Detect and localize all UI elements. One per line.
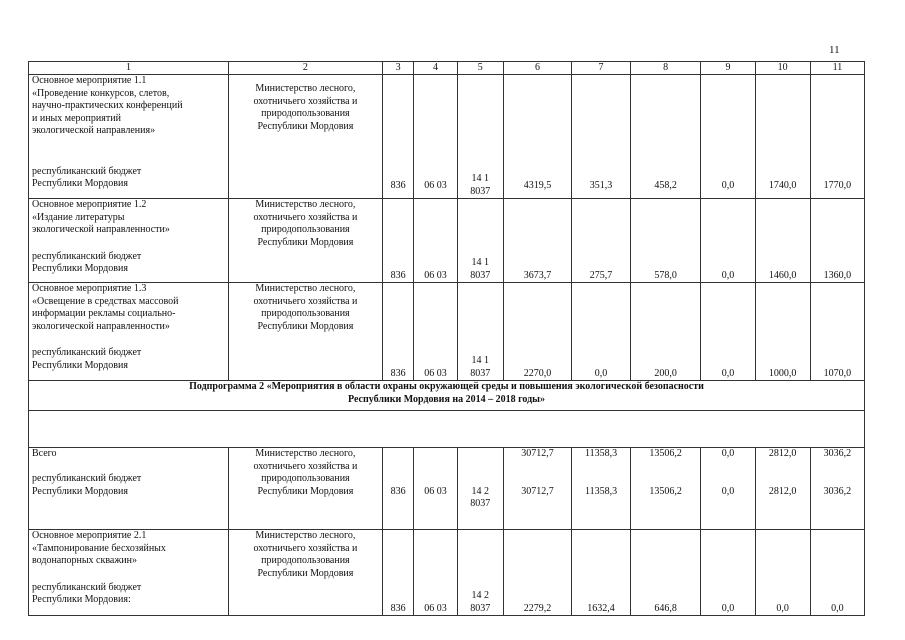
- budget-table: [28, 61, 865, 616]
- activity-description: Основное мероприятие 2.1 «Тампонирование бесхозяйных водонапорных скважин» республиканский бюджет Республики Мордовия:: [29, 530, 229, 616]
- rzpr-cell: 06 03: [414, 75, 458, 199]
- value-cell: 1000,0: [755, 283, 810, 381]
- value-cell: 275,7: [572, 199, 630, 283]
- subprogram-heading: Подпрограмма 2 «Мероприятия в области охраны окружающей среды и повышения экологической безопасности Республики Мордовия на 2014 – 2018 годы»: [29, 381, 865, 411]
- rzpr-cell: 06 03: [414, 199, 458, 283]
- header-col-3: 3: [382, 62, 413, 75]
- agency-cell: Министерство лесного, охотничьего хозяйства и природопользования Республики Мордовия: [228, 283, 382, 381]
- header-col-7: 7: [572, 62, 630, 75]
- activity-description: Основное мероприятие 1.2 «Издание литературы экологической направленности» республиканский бюджет Республики Мордовия: [29, 199, 229, 283]
- table-row: [29, 75, 865, 199]
- activity-description: [29, 75, 229, 199]
- header-col-9: 9: [701, 62, 755, 75]
- csr-cell: 14 2 8037: [457, 448, 503, 530]
- title-line: экологической направления»: [32, 125, 156, 136]
- table-row: [29, 530, 865, 616]
- value-cell: 578,0: [630, 199, 701, 283]
- subprogram-heading-row: [29, 381, 865, 411]
- rzpr-cell: 06 03: [414, 448, 458, 530]
- value-cell: 4319,5: [503, 75, 572, 199]
- header-col-11: 11: [810, 62, 864, 75]
- table-row: [29, 199, 865, 283]
- grbs-cell: 836: [382, 75, 413, 199]
- title-line: и иных мероприятий: [32, 112, 121, 124]
- csr-cell: 14 1 8037: [457, 283, 503, 381]
- value-cell: 2812,0 2812,0: [755, 448, 810, 530]
- csr-cell: 14 1 8037: [457, 199, 503, 283]
- value-cell: 1360,0: [810, 199, 864, 283]
- header-col-2: 2: [228, 62, 382, 75]
- activity-description: Основное мероприятие 1.3 «Освещение в средствах массовой информации рекламы социально- экологической направленности» республиканский бюджет Республики Мордовия: [29, 283, 229, 381]
- value-cell: 0,0: [701, 199, 755, 283]
- header-row: [29, 62, 865, 75]
- agency-cell: Министерство лесного, охотничьего хозяйства и природопользования Республики Мордовия: [228, 448, 382, 530]
- value-cell: 3673,7: [503, 199, 572, 283]
- value-cell: 646,8: [630, 530, 701, 616]
- value-cell: 1632,4: [572, 530, 630, 616]
- budget-line: республиканский бюджет: [32, 165, 142, 177]
- rzpr-cell: 06 03: [414, 530, 458, 616]
- value-cell: 1740,0: [755, 75, 810, 199]
- value-cell: 458,2: [630, 75, 701, 199]
- value-cell: 3036,2 3036,2: [810, 448, 864, 530]
- title-line: научно-практических конференций: [32, 100, 183, 111]
- value-cell: 13506,2 13506,2: [630, 448, 701, 530]
- csr-cell: 14 1 8037: [457, 75, 503, 199]
- agency-cell: Министерство лесного, охотничьего хозяйства и природопользования Республики Мордовия: [228, 75, 382, 199]
- header-col-1: 1: [29, 62, 229, 75]
- grbs-cell: 836: [382, 283, 413, 381]
- value-cell: 0,0 0,0: [701, 448, 755, 530]
- header-col-4: 4: [414, 62, 458, 75]
- title-line: «Проведение конкурсов, слетов,: [32, 87, 170, 99]
- header-col-10: 10: [755, 62, 810, 75]
- grbs-cell: 836: [382, 199, 413, 283]
- total-description: Всего республиканский бюджет Республики Мордовия: [29, 448, 229, 530]
- value-cell: 1070,0: [810, 283, 864, 381]
- header-col-8: 8: [630, 62, 701, 75]
- header-col-6: 6: [503, 62, 572, 75]
- header-col-5: 5: [457, 62, 503, 75]
- value-cell: 30712,7 30712,7: [503, 448, 572, 530]
- table-row: [29, 448, 865, 530]
- agency-cell: Министерство лесного, охотничьего хозяйства и природопользования Республики Мордовия: [228, 530, 382, 616]
- value-cell: 351,3: [572, 75, 630, 199]
- title-line: Основное мероприятие 1.1: [32, 75, 147, 86]
- empty-row: [29, 411, 865, 448]
- agency-cell: Министерство лесного, охотничьего хозяйства и природопользования Республики Мордовия: [228, 199, 382, 283]
- value-cell: 2270,0: [503, 283, 572, 381]
- value-cell: 0,0: [701, 530, 755, 616]
- table-row: [29, 283, 865, 381]
- value-cell: 200,0: [630, 283, 701, 381]
- grbs-cell: 836: [382, 448, 413, 530]
- page-number: 11: [829, 44, 840, 56]
- empty-cell: [29, 411, 865, 448]
- value-cell: 0,0: [701, 75, 755, 199]
- value-cell: 0,0: [701, 283, 755, 381]
- value-cell: 0,0: [810, 530, 864, 616]
- value-cell: 0,0: [755, 530, 810, 616]
- rzpr-cell: 06 03: [414, 283, 458, 381]
- budget-line: Республики Мордовия: [32, 178, 128, 189]
- value-cell: 1770,0: [810, 75, 864, 199]
- csr-cell: 14 2 8037: [457, 530, 503, 616]
- value-cell: 1460,0: [755, 199, 810, 283]
- value-cell: 11358,3 11358,3: [572, 448, 630, 530]
- value-cell: 0,0: [572, 283, 630, 381]
- grbs-cell: 836: [382, 530, 413, 616]
- value-cell: 2279,2: [503, 530, 572, 616]
